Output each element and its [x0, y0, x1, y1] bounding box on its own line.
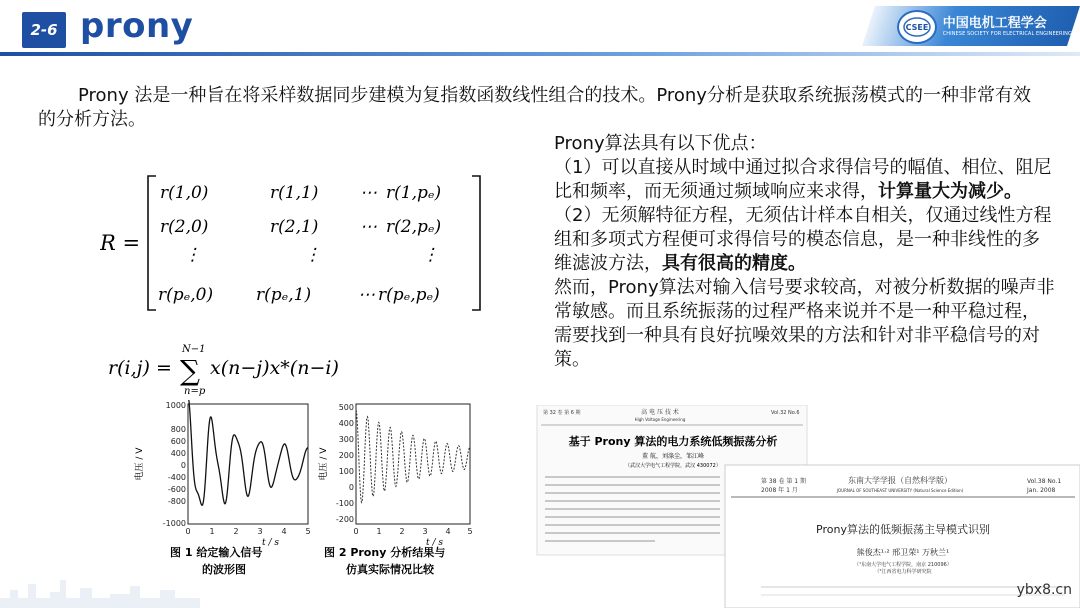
paper2-volume: 第 38 卷 第 1 期: [761, 478, 806, 485]
advantage-2-emphasis: 具有很高的精度。: [662, 253, 806, 274]
fig1-caption: 图 1 给定输入信号: [170, 546, 263, 559]
fig1-ytick: 800: [170, 425, 186, 434]
watermark: ybx8.cn: [1016, 582, 1072, 598]
paper1-journal: 高 电 压 技 术: [641, 409, 679, 416]
figure-2: [317, 403, 473, 576]
fig1-caption-line2: 的波形图: [202, 563, 246, 576]
logo-chinese-name: 中国电机工程学会: [942, 16, 1047, 31]
reference-papers: [535, 405, 1080, 608]
fig1-ytick: -400: [167, 473, 186, 482]
matrix-cell: r(1,0): [160, 183, 209, 203]
fig1-ytick: -1000: [162, 519, 186, 528]
figure-1: [133, 400, 311, 576]
matrix-cell: r(2,pₑ): [386, 217, 442, 237]
matrix-cell: r(pₑ,1): [256, 285, 312, 305]
matrix-cell: ⋮: [304, 245, 321, 265]
fig2-ytick: 500: [338, 403, 354, 412]
fig1-waveform: [188, 400, 308, 505]
autocorrelation-formula: [108, 340, 408, 396]
waveform-figures: [130, 400, 530, 580]
skyline-decoration: [0, 568, 200, 608]
formula-rhs: x(n−j)x*(n−i): [210, 357, 339, 379]
fig2-xtick: 3: [422, 527, 428, 536]
matrix-left-bracket: [148, 176, 156, 310]
fig2-xtick: 4: [445, 527, 451, 536]
fig2-caption-line2: 仿真实际情况比较: [346, 563, 434, 576]
paper1-title: 基于 Prony 算法的电力系统低频振荡分析: [568, 435, 778, 448]
advantage-2: （2）无须解特征方程，无须估计样本自相关，仅通过线性方程组和多项式方程便可求得信号的模态信息，是一种非线性的多维滤波方法，具有很高的精度。: [554, 205, 1052, 274]
paper1-authors: 董 航，刘涤尘，邹江峰: [642, 453, 704, 460]
fig2-xtick: 2: [399, 527, 405, 536]
fig1-xtick: 2: [233, 527, 239, 536]
fig1-xtick: 4: [281, 527, 287, 536]
matrix-cell: r(2,1): [270, 217, 319, 237]
fig2-ytick: -200: [335, 515, 354, 524]
advantage-1: （1）可以直接从时域中通过拟合求得信号的幅值、相位、阻尼比和频率，而无须通过频域响应来求得，计算量大为减少。: [554, 157, 1052, 202]
fig2-ytick: 300: [338, 435, 354, 444]
formula-lhs: r(i,j) =: [108, 357, 172, 379]
paper2-journal: 东南大学学报（自然科学版）: [848, 476, 952, 485]
fig1-xtick: 1: [209, 527, 215, 536]
fig1-xtick: 0: [185, 527, 191, 536]
logo-english-name: CHINESE SOCIETY FOR ELECTRICAL ENGINEERING: [942, 31, 1072, 37]
fig1-ytick: 1000: [165, 401, 186, 410]
paper2-affiliation-2: （²江西省电力科学研究院: [874, 569, 932, 575]
fig1-xlabel: t / s: [262, 538, 279, 548]
matrix-cell: r(pₑ,pₑ): [378, 285, 440, 305]
paper2-vol-en: Vol.38 No.1: [1027, 478, 1062, 485]
sum-lower-limit: n=p: [184, 386, 206, 396]
fig2-ytick: 400: [338, 419, 354, 428]
paper1-vol-en: Vol.32 No.6: [771, 410, 800, 416]
paper2-date-en: Jan. 2008: [1027, 487, 1056, 494]
paper1-journal-en: High Voltage Engineering: [634, 417, 686, 422]
paper2-title: Prony算法的低频振荡主导模式识别: [816, 523, 990, 536]
advantages-heading: Prony算法具有以下优点：: [554, 133, 767, 154]
fig2-waveform: [356, 410, 470, 503]
page-title: prony: [80, 6, 194, 46]
paper1-volume: 第 32 卷 第 6 期: [543, 410, 581, 416]
fig2-ytick: 100: [338, 467, 354, 476]
advantage-1-emphasis: 计算量大为减少。: [878, 181, 1022, 202]
paper2-date: 2008 年 1 月: [761, 487, 798, 494]
matrix-lhs: R =: [100, 231, 141, 255]
emblem-text: CSEE: [905, 23, 929, 32]
fig2-xtick: 0: [353, 527, 359, 536]
sum-upper-limit: N−1: [182, 344, 206, 355]
fig2-ylabel: 电压 / V: [319, 447, 329, 481]
fig1-xtick: 5: [305, 527, 311, 536]
fig1-ylabel: 电压 / V: [135, 447, 145, 481]
fig2-xtick: 1: [376, 527, 382, 536]
fig2-ytick: 200: [338, 451, 354, 460]
matrix-cell: ⋮: [422, 245, 439, 265]
fig2-xlabel: t / s: [426, 538, 443, 548]
paper2-affiliation-1: （¹东南大学电气工程学院，南京 210096）: [854, 562, 952, 568]
sigma-icon: ∑: [180, 354, 200, 387]
paper2-journal-en: JOURNAL OF SOUTHEAST UNIVERSITY (Natural Science Edition): [836, 488, 964, 493]
fig1-ytick: 600: [170, 437, 186, 446]
matrix-cell: r(2,0): [160, 217, 209, 237]
matrix-right-bracket: [472, 176, 480, 310]
section-number: 2-6: [22, 12, 66, 48]
matrix-cell: ⋮: [184, 245, 201, 265]
fig1-ytick: -600: [167, 485, 186, 494]
matrix-cell: r(1,1): [270, 183, 319, 203]
intro-paragraph: Prony 法是一种旨在将采样数据同步建模为复指数函数线性组合的技术。Prony分析是获取系统振荡模式的一种非常有效的分析方法。: [38, 85, 1031, 130]
matrix-cell: ⋯: [360, 217, 377, 237]
paper1-affiliation: （武汉大学电气工程学院，武汉 430072）: [625, 463, 721, 469]
header-divider: [0, 52, 1080, 56]
fig1-ytick: -800: [167, 497, 186, 506]
fig2-caption: 图 2 Prony 分析结果与: [324, 546, 446, 559]
fig1-xtick: 3: [257, 527, 263, 536]
paper2-authors: 熊俊杰¹·² 邢卫荣¹ 万秋兰¹: [856, 548, 950, 557]
fig2-xtick: 5: [467, 527, 473, 536]
csee-emblem-icon: [897, 10, 937, 44]
advantages-text: [554, 132, 1056, 372]
fig1-ytick: 0: [180, 461, 186, 470]
matrix-equation: [100, 168, 490, 318]
matrix-cell: ⋯: [358, 285, 375, 305]
limitations-paragraph: 然而，Prony算法对输入信号要求较高，对被分析数据的噪声非常敏感。而且系统振荡的过程严格来说并不是一种平稳过程，需要找到一种具有良好抗噪效果的方法和针对非平稳信号的对策。: [554, 277, 1055, 370]
matrix-cell: ⋯: [360, 183, 377, 203]
fig2-ytick: -100: [335, 499, 354, 508]
fig1-ytick: 400: [170, 449, 186, 458]
header: [0, 0, 1080, 58]
society-logo: [897, 10, 1072, 44]
fig2-ytick: 0: [348, 483, 354, 492]
matrix-cell: r(1,pₑ): [386, 183, 442, 203]
matrix-cell: r(pₑ,0): [158, 285, 214, 305]
